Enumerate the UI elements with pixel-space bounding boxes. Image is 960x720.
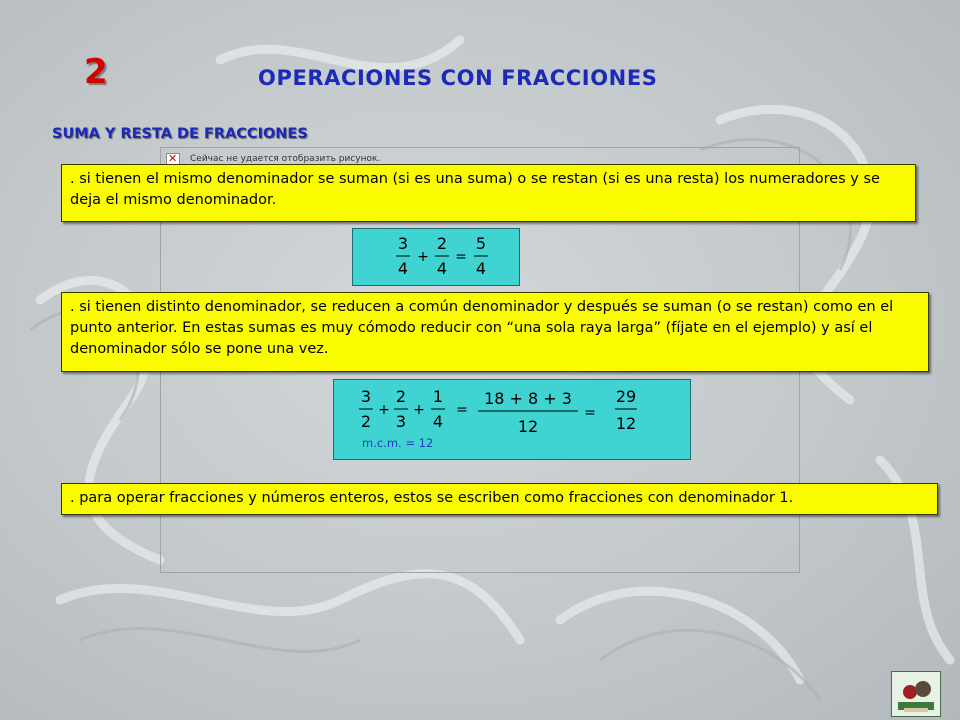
example2-f3-den: 4 — [432, 412, 444, 431]
example2-equals-1: = — [456, 402, 468, 418]
example2-res-den: 12 — [615, 414, 637, 433]
example2-f3-num: 1 — [432, 387, 444, 406]
example2-mid-num: 18 + 8 + 3 — [484, 389, 572, 408]
slide-number: 2 — [84, 52, 108, 92]
logo-icon[interactable] — [891, 671, 941, 717]
example2-f2-num: 2 — [395, 387, 407, 406]
rule-different-denominator: . si tienen distinto denominador, se reducen a común denominador y después se suman (o se restan) como en el punto anterior. En estas sumas es muy cómodo reducir con “una sola raya larga” (fíjate en el ejemplo) y así el denominador sólo se pone una vez. — [61, 292, 929, 372]
example2-f2-den: 3 — [395, 412, 407, 431]
example2-res-num: 29 — [615, 387, 637, 406]
section-subtitle: SUMA Y RESTA DE FRACCIONES — [52, 126, 308, 142]
rule-integers: . para operar fracciones y números enteros, estos se escriben como fracciones con denominador 1. — [61, 483, 938, 515]
example1-plus: + — [417, 249, 429, 265]
example-same-denominator — [352, 228, 520, 286]
example1-res-den: 4 — [475, 259, 487, 278]
mcm-note: m.c.m. = 12 — [362, 436, 434, 450]
example2-plus-2: + — [413, 402, 425, 418]
example2-equals-2: = — [584, 405, 596, 421]
example1-f2-den: 4 — [436, 259, 448, 278]
example1-equals: = — [455, 249, 467, 265]
example1-f1-den: 4 — [397, 259, 409, 278]
example1-res-num: 5 — [475, 234, 487, 253]
image-placeholder-text: Сейчас не удается отобразить рисунок. — [190, 154, 381, 164]
page-title: OPERACIONES CON FRACCIONES — [258, 66, 658, 90]
example2-mid-den: 12 — [517, 417, 539, 436]
example2-f1-den: 2 — [360, 412, 372, 431]
example1-f1-num: 3 — [397, 234, 409, 253]
rule-same-denominator: . si tienen el mismo denominador se suman (si es una suma) o se restan (si es una resta) los numeradores y se deja el mismo denominador. — [61, 164, 916, 222]
example2-plus-1: + — [378, 402, 390, 418]
example1-f2-num: 2 — [436, 234, 448, 253]
example2-f1-num: 3 — [360, 387, 372, 406]
example-different-denominator — [333, 379, 691, 460]
